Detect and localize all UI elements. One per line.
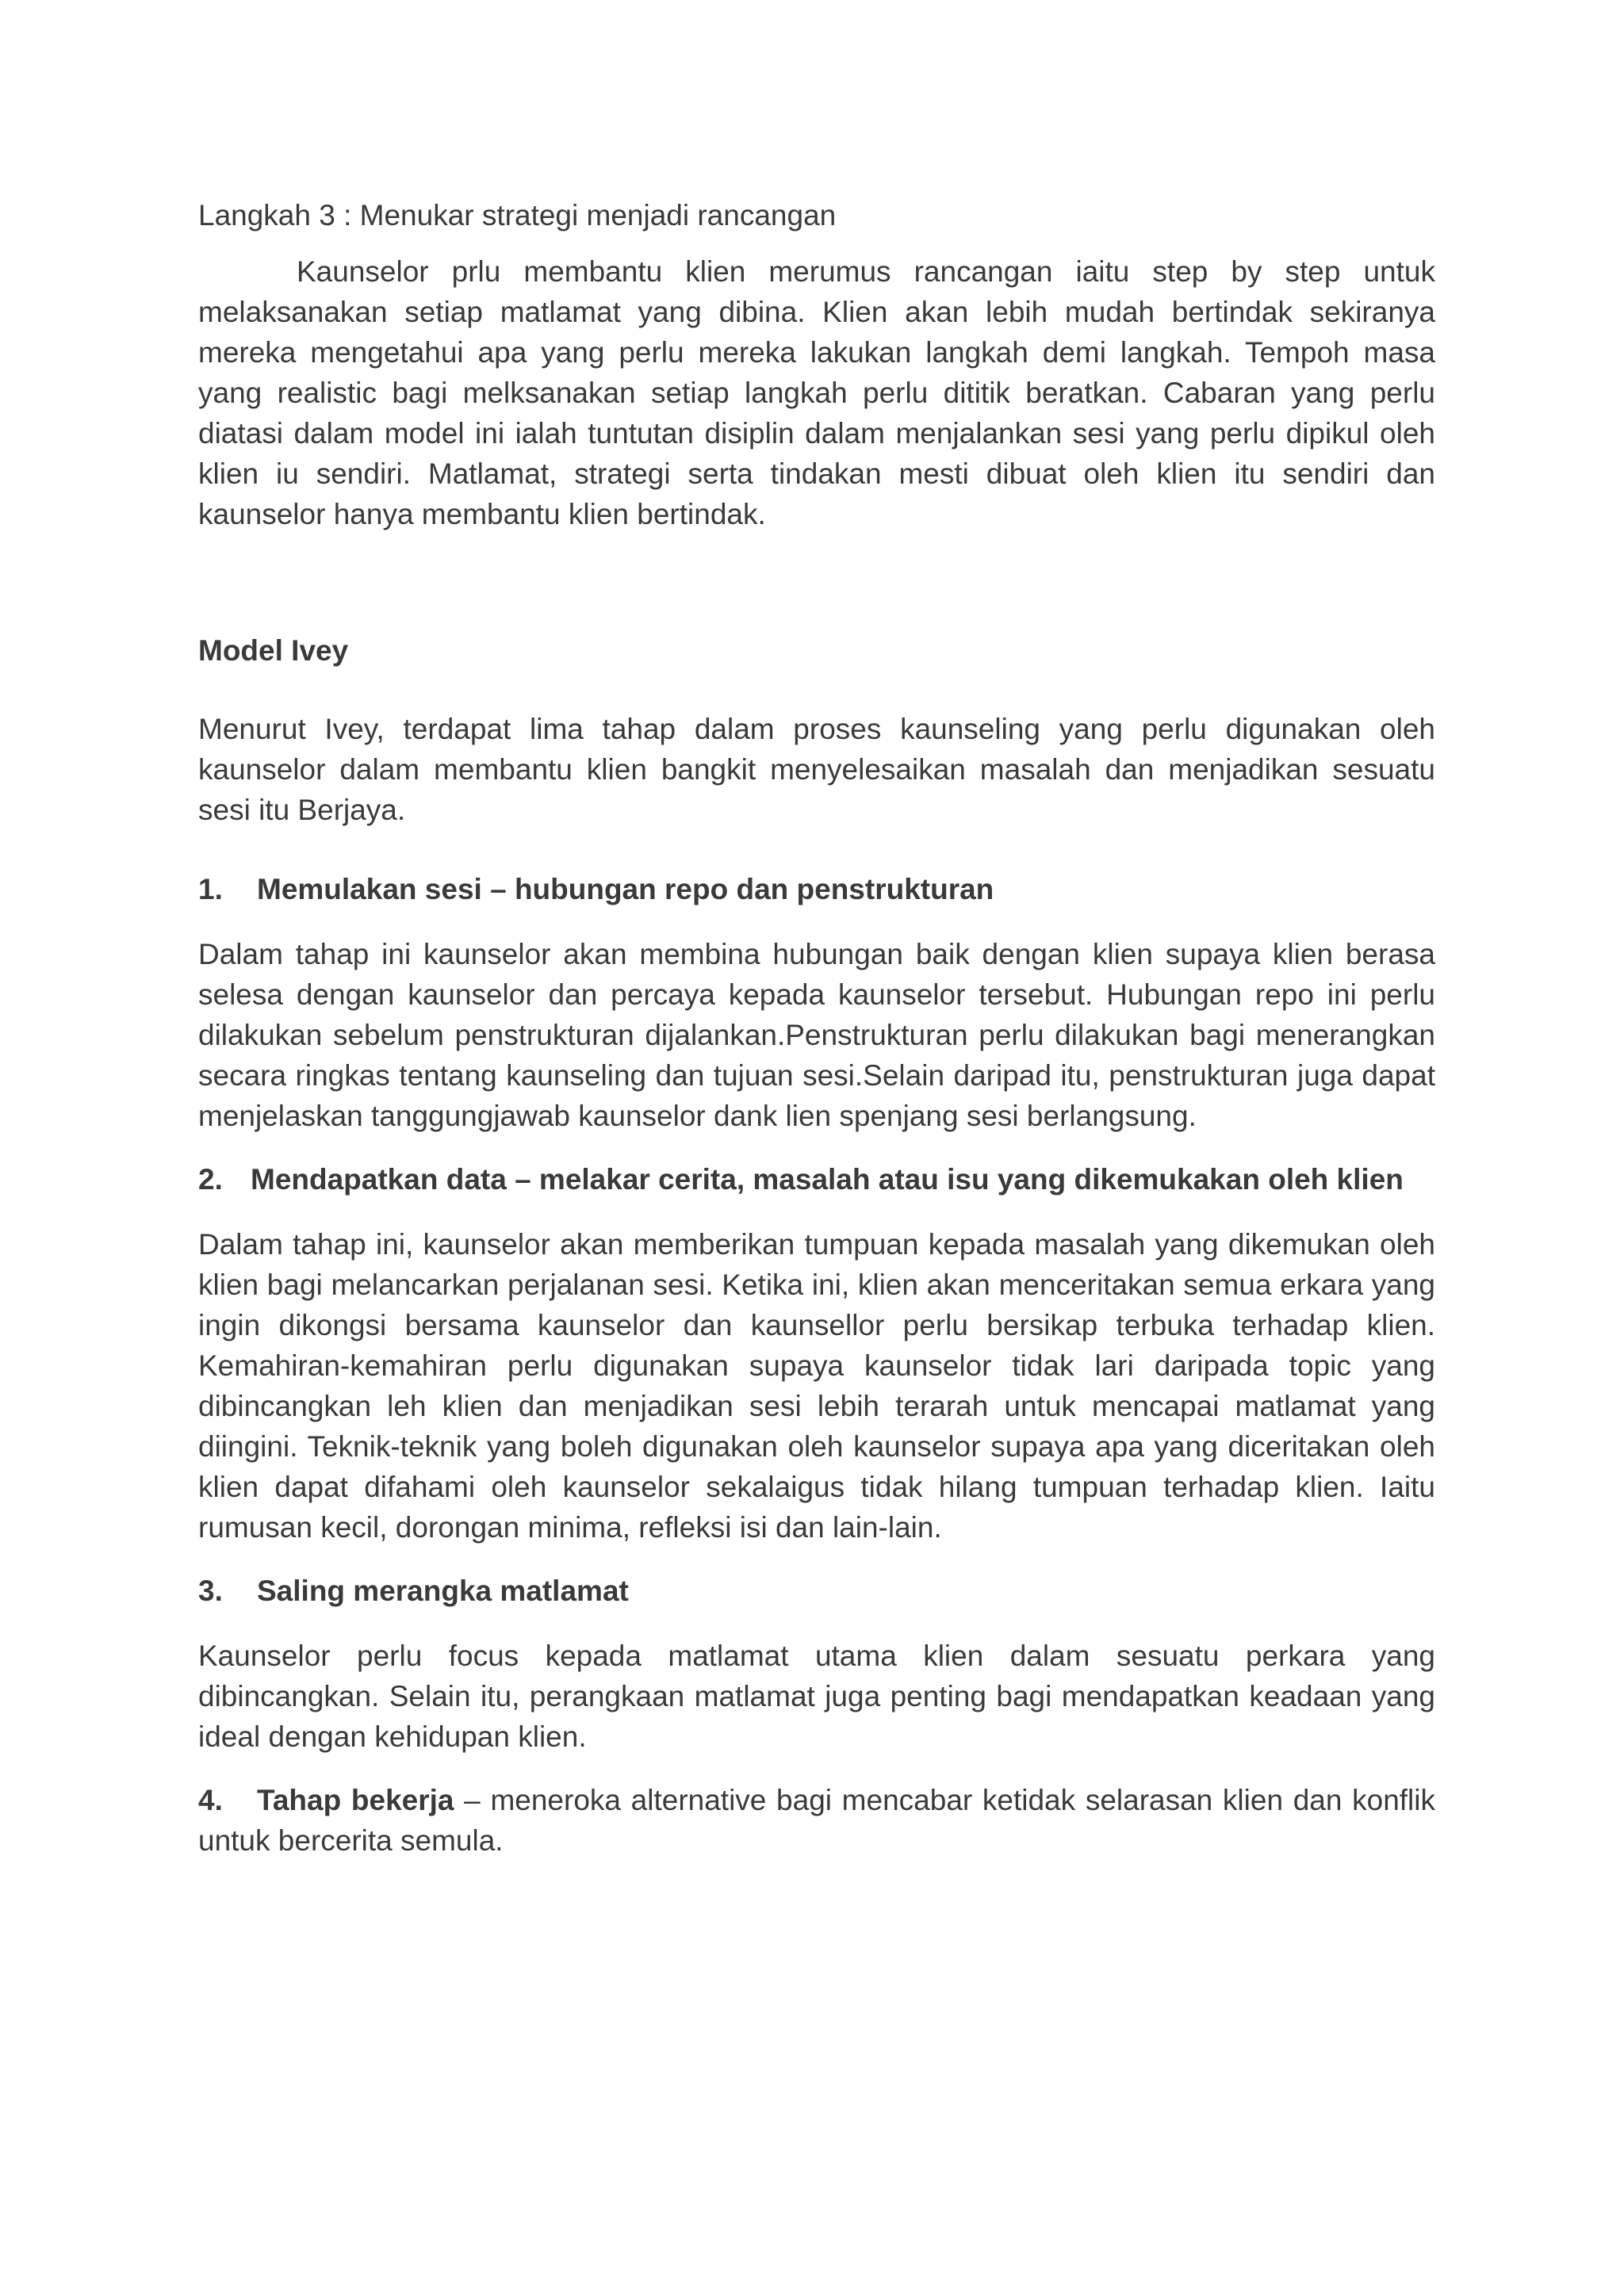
section-2-title: Mendapatkan data – melakar cerita, masalah atau isu yang dikemukakan oleh klien: [251, 1163, 1404, 1196]
model-ivey-intro: Menurut Ivey, terdapat lima tahap dalam proses kaunseling yang perlu digunakan oleh kaunselor dalam membantu klien bangkit menyelesaikan masalah dan menjadikan sesuatu sesi itu Berjaya.: [198, 713, 1435, 826]
section-4-number: 4.: [198, 1784, 223, 1816]
section-1-title: Memulakan sesi – hubungan repo dan penstrukturan: [257, 873, 994, 905]
step-3-heading: Langkah 3 : Menukar strategi menjadi rancangan: [198, 199, 837, 232]
section-2-heading: [198, 1159, 1435, 1200]
section-1-paragraph: Dalam tahap ini kaunselor akan membina hubungan baik dengan klien supaya klien berasa selesa dengan kaunselor dan percaya kepada kaunselor tersebut. Hubungan repo ini perlu dilakukan sebelum penstrukturan dijalankan.Penstrukturan perlu dilakukan bagi menerangkan secara ringkas tentang kaunseling dan tujuan sesi.Selain daripad itu, penstrukturan juga dapat menjelaskan tanggungjawab kaunselor dank lien spenjang sesi berlangsung.: [198, 938, 1435, 1132]
model-ivey-title: Model Ivey: [198, 634, 349, 667]
section-2-paragraph: Dalam tahap ini, kaunselor akan memberikan tumpuan kepada masalah yang dikemukan oleh klien bagi melancarkan perjalanan sesi. Ketika ini, klien akan menceritakan semua erkara yang ingin dikongsi bersama kaunselor dan kaunsellor perlu bersikap terbuka terhadap klien. Kemahiran-kemahiran perlu digunakan supaya kaunselor tidak lari daripada topic yang dibincangkan leh klien dan menjadikan sesi lebih terarah untuk mencapai matlamat yang diingini. Teknik-teknik yang boleh digunakan oleh kaunselor supaya apa yang diceritakan oleh klien dapat difahami oleh kaunselor sekalaigus tidak hilang tumpuan terhadap klien. Iaitu rumusan kecil, dorongan minima, refleksi isi dan lain-lain.: [198, 1228, 1435, 1544]
section-4-line: [198, 1780, 1435, 1861]
section-3-title: Saling merangka matlamat: [257, 1575, 629, 1607]
document-page: [198, 195, 1435, 1861]
section-4-text: – meneroka alternative bagi mencabar ketidak selarasan klien dan konflik untuk bercerita semula.: [198, 1784, 1436, 1857]
section-2-number: 2.: [198, 1163, 223, 1196]
section-1-heading: [198, 869, 1435, 909]
section-4-title: Tahap bekerja: [257, 1784, 454, 1816]
section-1-number: 1.: [198, 873, 223, 905]
section-3-heading: [198, 1571, 1435, 1611]
section-3-paragraph: Kaunselor perlu focus kepada matlamat utama klien dalam sesuatu perkara yang dibincangkan. Selain itu, perangkaan matlamat juga penting bagi mendapatkan keadaan yang ideal dengan kehidupan klien.: [198, 1640, 1435, 1753]
step-3-paragraph: Kaunselor prlu membantu klien merumus rancangan iaitu step by step untuk melaksanakan setiap matlamat yang dibina. Klien akan lebih mudah bertindak sekiranya mereka mengetahui apa yang perlu mereka lakukan langkah demi langkah. Tempoh masa yang realistic bagi melksanakan setiap langkah perlu dititik beratkan. Cabaran yang perlu diatasi dalam model ini ialah tuntutan disiplin dalam menjalankan sesi yang perlu dipikul oleh klien iu sendiri. Matlamat, strategi serta tindakan mesti dibuat oleh klien itu sendiri dan kaunselor hanya membantu klien bertindak.: [198, 255, 1435, 530]
section-3-number: 3.: [198, 1575, 223, 1607]
